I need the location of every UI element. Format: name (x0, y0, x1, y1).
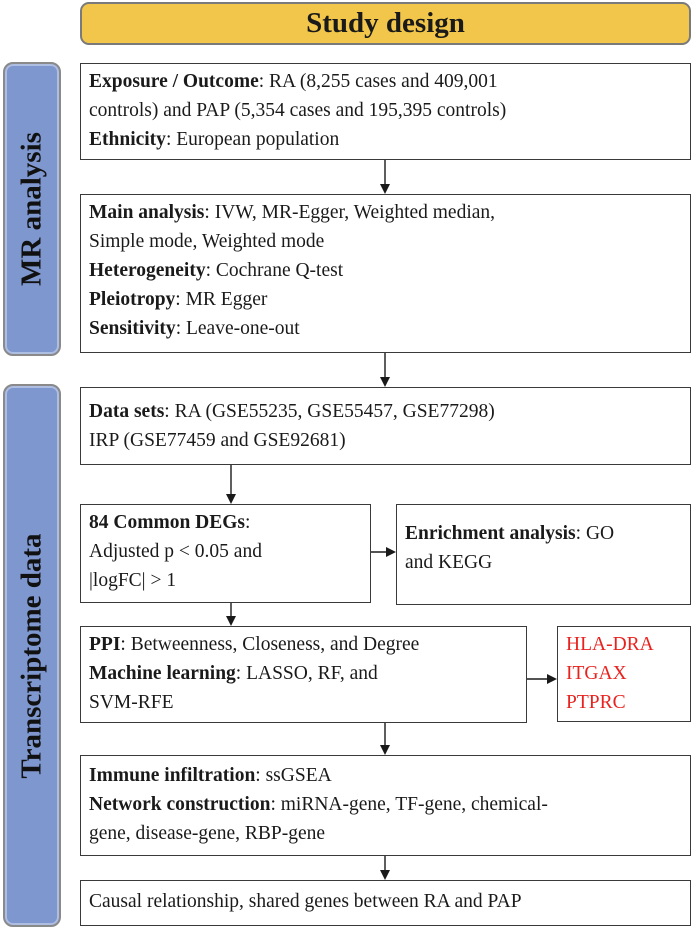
common-degs-line (89, 508, 362, 537)
ppi-text: : Betweenness, Closeness, and Degree (120, 634, 420, 655)
transcriptome-data-text: Transcriptome data (15, 532, 48, 779)
ppi-heading: PPI (89, 634, 121, 655)
exposure-outcome-text: : RA (8,255 cases and 409,001 (258, 71, 498, 92)
data-sets-line (89, 397, 682, 426)
network-construction-heading: Network construction (89, 794, 271, 815)
svm-rfe-line: SVM-RFE (89, 692, 174, 713)
data-sets-box (80, 387, 691, 465)
conclusion-box (80, 880, 691, 926)
hub-genes-box (557, 626, 691, 722)
transcriptome-data-label (3, 384, 61, 927)
immune-network-box (80, 755, 691, 856)
gene-itgax: ITGAX (566, 663, 627, 684)
exposure-outcome-line (89, 67, 682, 96)
ethnicity-heading: Ethnicity (89, 129, 166, 150)
exposure-outcome-box (80, 63, 691, 160)
machine-learning-text: : LASSO, RF, and (235, 663, 378, 684)
ppi-line (89, 630, 518, 659)
main-analysis-heading: Main analysis (89, 202, 205, 223)
adjusted-p-line: Adjusted p < 0.05 and (89, 541, 262, 562)
sensitivity-line (89, 314, 682, 343)
network-cont-line: gene, disease-gene, RBP-gene (89, 823, 326, 844)
pleiotropy-text: : MR Egger (175, 289, 268, 310)
heterogeneity-text: : Cochrane Q-test (205, 260, 344, 281)
machine-learning-line (89, 659, 518, 688)
study-design-title (80, 2, 691, 45)
mr-analysis-text: MR analysis (15, 132, 48, 286)
network-construction-text: : miRNA-gene, TF-gene, chemical- (270, 794, 548, 815)
ethnicity-text: : European population (165, 129, 340, 150)
enrichment-line (405, 519, 682, 548)
sensitivity-heading: Sensitivity (89, 318, 176, 339)
mr-methods-box (80, 194, 691, 353)
immune-infiltration-text: : ssGSEA (255, 765, 332, 786)
title-text: Study design (306, 7, 465, 39)
main-analysis-line (89, 198, 682, 227)
heterogeneity-heading: Heterogeneity (89, 260, 206, 281)
gene-ptprc: PTPRC (566, 692, 626, 713)
controls-line: controls) and PAP (5,354 cases and 195,395 controls) (89, 100, 507, 121)
ethnicity-line (89, 125, 682, 154)
logfc-line: |logFC| > 1 (89, 570, 177, 591)
mr-analysis-label (3, 62, 61, 356)
immune-infiltration-line (89, 761, 682, 790)
exposure-outcome-heading: Exposure / Outcome (89, 71, 259, 92)
pleiotropy-heading: Pleiotropy (89, 289, 176, 310)
enrichment-analysis-box (396, 504, 691, 605)
ppi-ml-box (80, 626, 527, 723)
common-degs-colon: : (245, 512, 251, 533)
immune-infiltration-heading: Immune infiltration (89, 765, 256, 786)
heterogeneity-line (89, 256, 682, 285)
machine-learning-heading: Machine learning (89, 663, 236, 684)
pleiotropy-line (89, 285, 682, 314)
enrichment-heading: Enrichment analysis (405, 523, 576, 544)
network-construction-line (89, 790, 682, 819)
conclusion-text: Causal relationship, shared genes between RA and PAP (89, 891, 522, 912)
main-analysis-text: : IVW, MR-Egger, Weighted median, (204, 202, 496, 223)
data-sets-text: : RA (GSE55235, GSE55457, GSE77298) (164, 401, 495, 422)
common-degs-box (80, 504, 371, 603)
gene-hla-dra: HLA-DRA (566, 634, 654, 655)
data-sets-heading: Data sets (89, 401, 165, 422)
enrichment-text: : GO (575, 523, 615, 544)
common-degs-heading: 84 Common DEGs (89, 512, 246, 533)
main-analysis-cont-line: Simple mode, Weighted mode (89, 231, 325, 252)
sensitivity-text: : Leave-one-out (175, 318, 300, 339)
irp-line: IRP (GSE77459 and GSE92681) (89, 430, 346, 451)
kegg-line: and KEGG (405, 552, 493, 573)
